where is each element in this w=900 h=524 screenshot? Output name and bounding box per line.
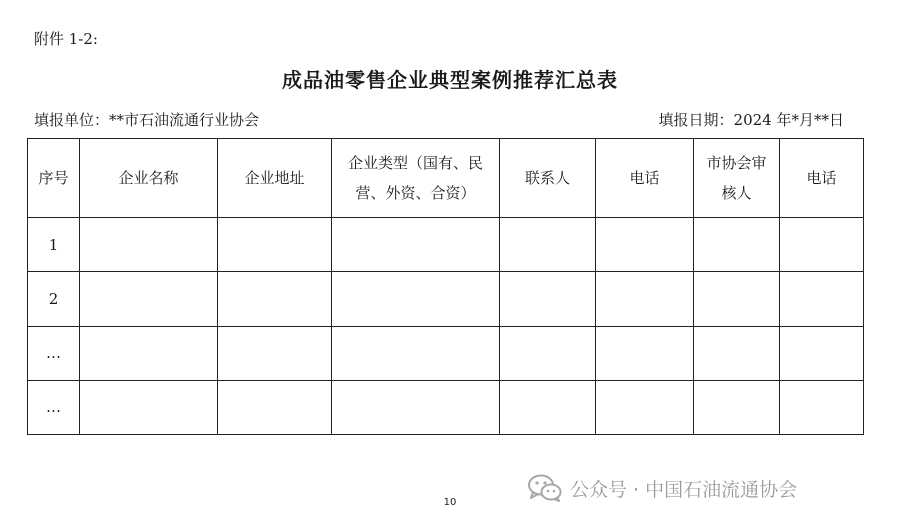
header-reviewer-text: 市协会审核人 — [706, 154, 767, 202]
cell-company-name — [80, 380, 218, 434]
header-cell-company-name: 企业名称 — [80, 139, 218, 218]
header-company-type-text: 企业类型（国有、民营、外资、合资） — [347, 154, 483, 202]
cell-company-address — [218, 272, 332, 326]
fill-date: 填报日期：2024 年*月**日 — [658, 111, 844, 129]
cell-company-name — [80, 218, 218, 272]
table-row — [28, 272, 864, 326]
cell-reviewer — [694, 380, 780, 434]
table-row — [28, 380, 864, 434]
cell-company-name — [80, 326, 218, 380]
watermark-text: 公众号 · 中国石油流通协会 — [570, 478, 798, 501]
page-title: 成品油零售企业典型案例推荐汇总表 — [282, 68, 618, 92]
table-row — [28, 326, 864, 380]
header-cell-contact: 联系人 — [500, 139, 596, 218]
row-number: 1 — [28, 218, 80, 272]
cell-company-type — [332, 380, 500, 434]
cell-contact — [500, 218, 596, 272]
cell-reviewer-phone — [780, 218, 864, 272]
cell-phone — [596, 218, 694, 272]
cell-contact — [500, 326, 596, 380]
cell-company-address — [218, 380, 332, 434]
cell-phone — [596, 326, 694, 380]
cell-contact — [500, 272, 596, 326]
cell-company-type — [332, 218, 500, 272]
cell-reviewer-phone — [780, 380, 864, 434]
page-number: 10 — [443, 497, 457, 508]
cell-reviewer-phone — [780, 272, 864, 326]
recommendation-summary-table — [27, 138, 864, 435]
cell-company-type — [332, 272, 500, 326]
cell-reviewer — [694, 272, 780, 326]
cell-reviewer — [694, 218, 780, 272]
header-cell-phone: 电话 — [596, 139, 694, 218]
cell-reviewer — [694, 326, 780, 380]
watermark — [528, 474, 797, 502]
cell-phone — [596, 272, 694, 326]
cell-company-address — [218, 326, 332, 380]
header-cell-reviewer-phone: 电话 — [780, 139, 864, 218]
cell-reviewer-phone — [780, 326, 864, 380]
cell-company-address — [218, 218, 332, 272]
row-number: 2 — [28, 272, 80, 326]
row-number: … — [28, 326, 80, 380]
table-header-row — [28, 139, 864, 218]
header-cell-company-address: 企业地址 — [218, 139, 332, 218]
filler-unit: 填报单位：**市石油流通行业协会 — [34, 111, 260, 129]
cell-contact — [500, 380, 596, 434]
cell-phone — [596, 380, 694, 434]
cell-company-type — [332, 326, 500, 380]
header-cell-company-type — [332, 139, 500, 218]
cell-company-name — [80, 272, 218, 326]
row-number: … — [28, 380, 80, 434]
table-row — [28, 218, 864, 272]
attachment-label: 附件 1-2: — [34, 30, 98, 48]
header-cell-serial: 序号 — [28, 139, 80, 218]
header-cell-reviewer — [694, 139, 780, 218]
wechat-icon — [528, 474, 562, 502]
